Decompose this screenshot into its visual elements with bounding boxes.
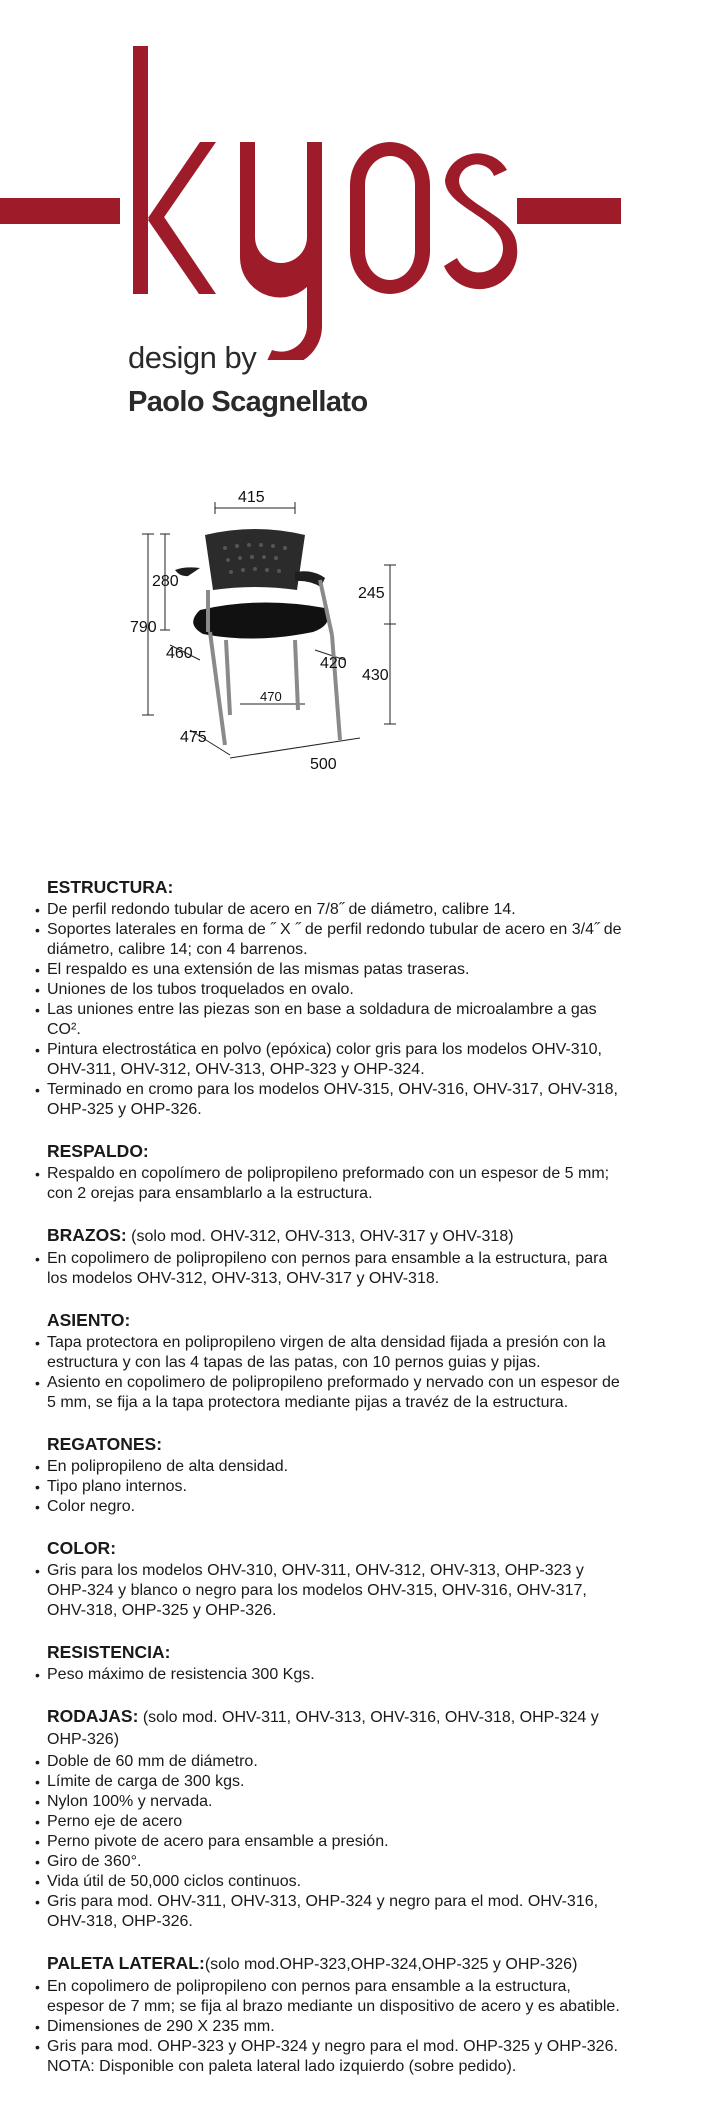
list-item: • Color negro. [0, 1497, 648, 1517]
dim-460: 460 [166, 645, 193, 662]
list-item: • Giro de 360°. [0, 1852, 648, 1872]
section-title: COLOR: [47, 1538, 117, 1558]
list-item: • Gris para mod. OHP-323 y OHP-324 y negro para el mod. OHP-325 y OHP-326. [0, 2037, 648, 2057]
list-item: • De perfil redondo tubular de acero en 7/8˝ de diámetro, calibre 14. [0, 900, 648, 920]
dim-475: 475 [180, 729, 207, 746]
section-title: RESPALDO: [47, 1141, 149, 1161]
section-title: RODAJAS: [47, 1706, 139, 1726]
section-title: RESISTENCIA: [47, 1642, 171, 1662]
note-text: NOTA: Disponible con paleta lateral lado izquierdo (sobre pedido). [47, 2058, 517, 2075]
list-item: • El respaldo es una extensión de las mismas patas traseras. [0, 960, 648, 980]
logo-bar-right [517, 198, 621, 224]
section-paleta-lateral [0, 1953, 648, 2077]
designer-name: Paolo Scagnellato [128, 386, 368, 418]
section-asiento [0, 1310, 648, 1413]
section-respaldo [0, 1141, 648, 1204]
dim-430: 430 [362, 667, 389, 684]
section-color [0, 1538, 648, 1621]
section-title: BRAZOS: [47, 1225, 127, 1245]
list-item: • Perno eje de acero [0, 1812, 648, 1832]
section-brazos [0, 1225, 648, 1289]
list-item: • Respaldo en copolímero de polipropileno preformado con un espesor de 5 mm; con 2 orejas para ensamblarlo a la estructura. [0, 1164, 648, 1204]
dim-790: 790 [130, 619, 157, 636]
dim-415: 415 [238, 490, 265, 506]
logo-bar-left [0, 198, 120, 224]
section-rodajas [0, 1706, 648, 1932]
section-subtitle: (solo mod.OHP-323,OHP-324,OHP-325 y OHP-326) [204, 1956, 578, 1973]
section-regatones [0, 1434, 648, 1517]
list-item: • Vida útil de 50,000 ciclos continuos. [0, 1872, 648, 1892]
dim-500: 500 [310, 756, 337, 773]
list-item: • Uniones de los tubos troquelados en ovalo. [0, 980, 648, 1000]
dim-420: 420 [320, 655, 347, 672]
list-item: • Gris para los modelos OHV-310, OHV-311, OHV-312, OHV-313, OHP-323 y OHP-324 y blanco o negro para los modelos OHV-315, OHV-316, OHV-317, OHV-318, OHP-325 y OHP-326. [0, 1561, 648, 1621]
section-title: PALETA LATERAL: [47, 1953, 205, 1973]
chair-dimension-diagram [130, 490, 430, 790]
section-estructura [0, 877, 648, 1120]
section-subtitle: (solo mod. OHV-311, OHV-313, OHV-316, OHV-318, OHP-324 y OHP-326) [47, 1709, 599, 1748]
list-item: • Nylon 100% y nervada. [0, 1792, 648, 1812]
section-title: ASIENTO: [47, 1310, 131, 1330]
kyos-logo [120, 40, 520, 360]
list-item: • Tapa protectora en polipropileno virgen de alta densidad fijada a presión con la estructura y con las 4 tapas de las patas, con 10 pernos guias y pijas. [0, 1333, 648, 1373]
list-item: • Las uniones entre las piezas son en base a soldadura de microalambre a gas CO². [0, 1000, 648, 1040]
list-item: • Asiento en copolimero de polipropileno preformado y nervado con un espesor de 5 mm, se fija a la tapa protectora mediante pijas a travéz de la estructura. [0, 1373, 648, 1413]
design-by-text: design by [128, 340, 257, 375]
dim-470: 470 [260, 689, 282, 704]
list-item: • Gris para mod. OHV-311, OHV-313, OHP-324 y negro para el mod. OHV-316, OHV-318, OHP-326. [0, 1892, 648, 1932]
list-item: • En copolimero de polipropileno con pernos para ensamble a la estructura, para los modelos OHV-312, OHV-313, OHV-317 y OHV-318. [0, 1249, 648, 1289]
section-subtitle: (solo mod. OHV-312, OHV-313, OHV-317 y OHV-318) [126, 1228, 514, 1245]
section-title: ESTRUCTURA: [47, 877, 174, 897]
list-item: • Doble de 60 mm de diámetro. [0, 1752, 648, 1772]
list-item: • En copolimero de polipropileno con pernos para ensamble a la estructura, espesor de 7 mm; se fija al brazo mediante un dispositivo de acero y es abatible. [0, 1977, 648, 2017]
list-item: • Límite de carga de 300 kgs. [0, 1772, 648, 1792]
list-item: • Perno pivote de acero para ensamble a presión. [0, 1832, 648, 1852]
list-item: • Pintura electrostática en polvo (epóxica) color gris para los modelos OHV-310, OHV-311, OHV-312, OHV-313, OHP-323 y OHP-324. [0, 1040, 648, 1080]
section-resistencia [0, 1642, 648, 1685]
section-title: REGATONES: [47, 1434, 163, 1454]
list-item: • Terminado en cromo para los modelos OHV-315, OHV-316, OHV-317, OHV-318, OHP-325 y OHP-326. [0, 1080, 648, 1120]
specifications [0, 877, 648, 2098]
dim-280: 280 [152, 573, 179, 590]
list-item: • Soportes laterales en forma de ˝ X ˝ de perfil redondo tubular de acero en 3/4˝ de diámetro, calibre 14; con 4 barrenos. [0, 920, 648, 960]
list-item: • Dimensiones de 290 X 235 mm. [0, 2017, 648, 2037]
list-item: • En polipropileno de alta densidad. [0, 1457, 648, 1477]
list-item: • Peso máximo de resistencia 300 Kgs. [0, 1665, 648, 1685]
dim-245: 245 [358, 585, 385, 602]
list-item: • Tipo plano internos. [0, 1477, 648, 1497]
